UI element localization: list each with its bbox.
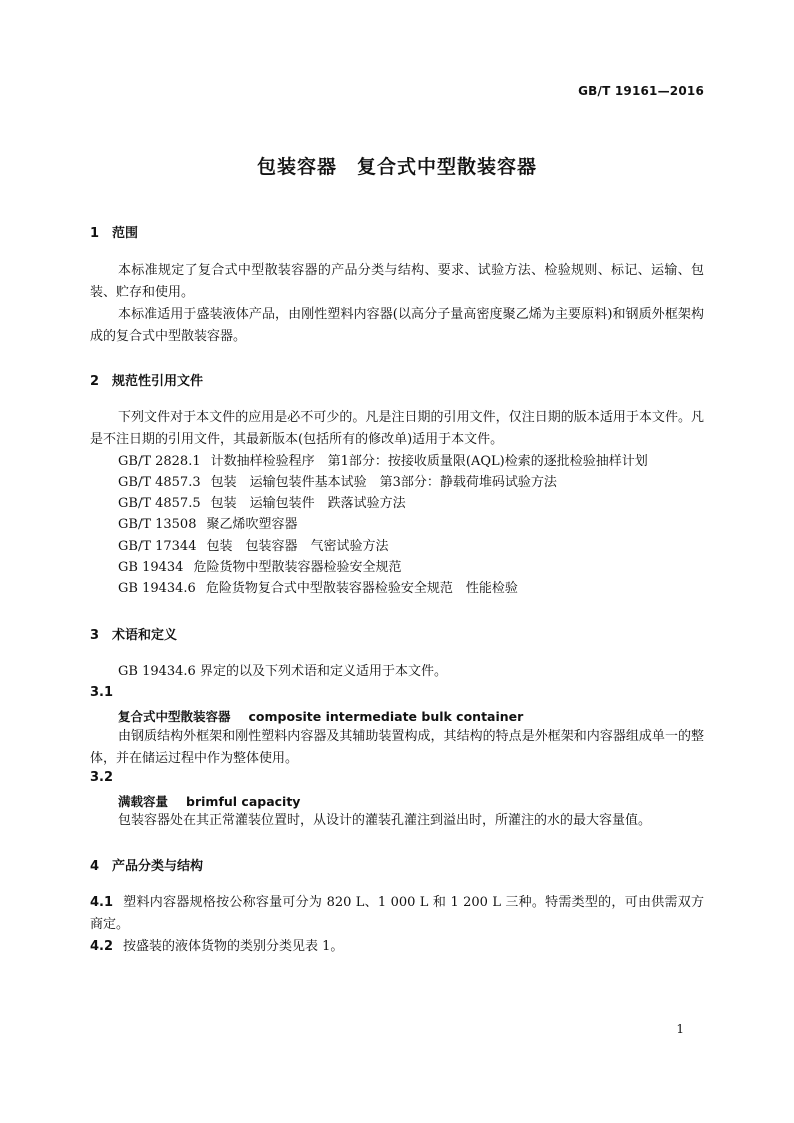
section-2-intro: 下列文件对于本文件的应用是必不可少的。凡是注日期的引用文件，仅注日期的版本适用于本文件。凡是不注日期的引用文件，其最新版本(包括所有的修改单)适用于本文件。 <box>90 410 704 447</box>
term-number: 3.2 <box>90 770 114 785</box>
reference-item <box>118 557 401 579</box>
section-4-title: 产品分类与结构 <box>112 859 204 874</box>
reference-code: GB/T 4857.5 <box>118 496 201 511</box>
clause-4-1 <box>90 892 704 936</box>
reference-item <box>118 493 406 515</box>
reference-code: GB/T 4857.3 <box>118 475 201 490</box>
term-en: composite intermediate bulk container <box>248 709 524 724</box>
section-1-number: 1 <box>90 226 100 241</box>
term-definition: 包装容器处在其正常灌装位置时，从设计的灌装孔灌注到溢出时，所灌注的水的最大容量值。 <box>118 813 652 828</box>
reference-title: 聚乙烯吹塑容器 <box>206 517 298 532</box>
term-en: brimful capacity <box>186 794 301 809</box>
reference-code: GB/T 17344 <box>118 539 197 554</box>
clause-text: 塑料内容器规格按公称容量可分为 820 L、1 000 L 和 1 200 L 三种。特需类型的，可由供需双方商定。 <box>90 895 704 932</box>
clause-number: 4.1 <box>90 895 114 910</box>
section-1-paragraph-1: 本标准规定了复合式中型散装容器的产品分类与结构、要求、试验方法、检验规则、标记、运输、包装、贮存和使用。 <box>90 263 704 300</box>
section-4-heading <box>90 855 203 874</box>
term-heading <box>118 707 523 725</box>
section-2-heading <box>90 370 203 389</box>
reference-code: GB 19434 <box>118 560 184 575</box>
reference-title: 计数抽样检验程序 第1部分：按接收质量限(AQL)检索的逐批检验抽样计划 <box>210 454 648 469</box>
reference-code: GB/T 2828.1 <box>118 454 201 469</box>
section-3-title: 术语和定义 <box>112 628 178 643</box>
standard-code: GB/T 19161—2016 <box>578 84 704 98</box>
term-number: 3.1 <box>90 685 114 700</box>
reference-code: GB 19434.6 <box>118 581 196 596</box>
term-definition: 由钢质结构外框架和刚性塑料内容器及其辅助装置构成，其结构的特点是外框架和内容器组成单一的整体，并在储运过程中作为整体使用。 <box>90 729 704 766</box>
term-zh: 复合式中型散装容器 <box>118 709 231 724</box>
reference-item <box>118 578 518 600</box>
reference-title: 包装 运输包装件基本试验 第3部分：静载荷堆码试验方法 <box>210 475 557 490</box>
reference-item <box>118 472 557 494</box>
page-number: 1 <box>676 1022 684 1036</box>
section-2-title: 规范性引用文件 <box>112 374 204 389</box>
reference-item <box>118 514 298 536</box>
clause-4-2 <box>90 936 704 958</box>
reference-title: 危险货物中型散装容器检验安全规范 <box>193 560 402 575</box>
clause-text: 按盛装的液体货物的类别分类见表 1。 <box>123 939 344 954</box>
section-3-heading <box>90 624 177 643</box>
section-2-number: 2 <box>90 374 100 389</box>
term-zh: 满载容量 <box>118 794 169 809</box>
section-4-number: 4 <box>90 859 100 874</box>
reference-item <box>118 536 389 558</box>
clause-number: 4.2 <box>90 939 114 954</box>
document-title: 包装容器 复合式中型散装容器 <box>256 156 537 178</box>
reference-title: 危险货物复合式中型散装容器检验安全规范 性能检验 <box>205 581 518 596</box>
section-1-heading <box>90 222 138 241</box>
section-1-title: 范围 <box>112 226 139 241</box>
reference-code: GB/T 13508 <box>118 517 197 532</box>
reference-title: 包装 包装容器 气密试验方法 <box>206 539 389 554</box>
section-1-paragraph-2: 本标准适用于盛装液体产品，由刚性塑料内容器(以高分子量高密度聚乙烯为主要原料)和钢质外框架构成的复合式中型散装容器。 <box>90 307 704 344</box>
section-3-number: 3 <box>90 628 100 643</box>
reference-title: 包装 运输包装件 跌落试验方法 <box>210 496 406 511</box>
reference-item <box>118 451 648 473</box>
term-heading <box>118 792 300 810</box>
section-3-intro: GB 19434.6 界定的以及下列术语和定义适用于本文件。 <box>118 664 447 679</box>
